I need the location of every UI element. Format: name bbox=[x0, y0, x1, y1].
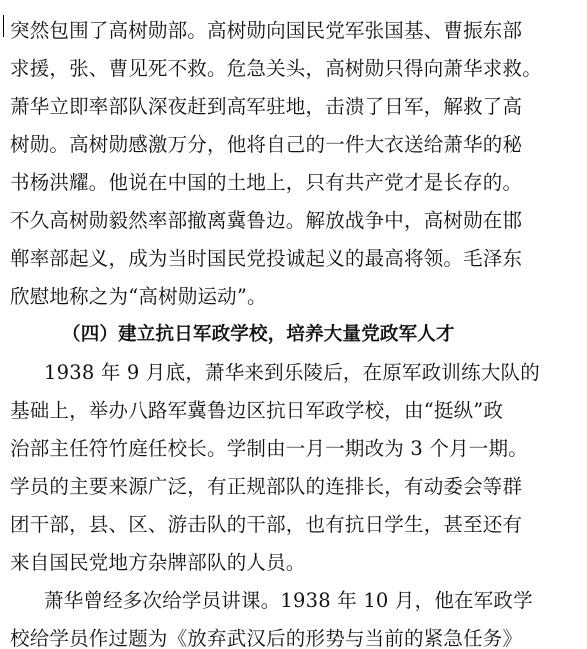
paragraph-line: 来自国民党地方杂牌部队的人员。 bbox=[10, 551, 306, 574]
paragraph-line: 萧华立即率部队深夜赶到高军驻地，击溃了日军，解救了高 bbox=[10, 95, 523, 118]
paragraph-line: 校给学员作过题为《放弃武汉后的形势与当前的紧急任务》 bbox=[10, 627, 523, 649]
paragraph-line: 突然包围了高树勋部。高树勋向国民党军张国基、曹振东部 bbox=[10, 19, 523, 42]
paragraph-line: 不久高树勋毅然率部撤离冀鲁边。解放战争中，高树勋在邯 bbox=[10, 209, 523, 232]
paragraph-line: 求援，张、曹见死不救。危急关头，高树勋只得向萧华求救。 bbox=[10, 57, 542, 80]
text-cursor bbox=[3, 15, 4, 37]
paragraph-line: 1938 年 9 月底，萧华来到乐陵后，在原军政训练大队的 bbox=[44, 361, 540, 384]
paragraph-line: 树勋。高树勋感激万分，他将自己的一件大衣送给萧华的秘 bbox=[10, 133, 523, 156]
paragraph-line: 学员的主要来源广泛，有正规部队的连排长，有动委会等群 bbox=[10, 475, 523, 498]
paragraph-line: 团干部，县、区、游击队的干部，也有抗日学生，甚至还有 bbox=[10, 513, 523, 536]
paragraph-line: 萧华曾经多次给学员讲课。1938 年 10 月，他在军政学 bbox=[44, 589, 533, 612]
paragraph-line: 郸率部起义，成为当时国民党投诚起义的最高将领。毛泽东 bbox=[10, 247, 523, 270]
paragraph-line: 书杨洪耀。他说在中国的土地上，只有共产党才是长存的。 bbox=[10, 171, 523, 194]
section-heading: （四）建立抗日军政学校，培养大量党政军人才 bbox=[62, 324, 455, 345]
paragraph-line: 基础上，举办八路军冀鲁边区抗日军政学校，由“挺纵”政 bbox=[10, 399, 504, 422]
paragraph-line: 治部主任符竹庭任校长。学制由一月一期改为 3 个月一期。 bbox=[10, 437, 528, 460]
paragraph-line: 欣慰地称之为“高树勋运动”。 bbox=[10, 285, 267, 308]
